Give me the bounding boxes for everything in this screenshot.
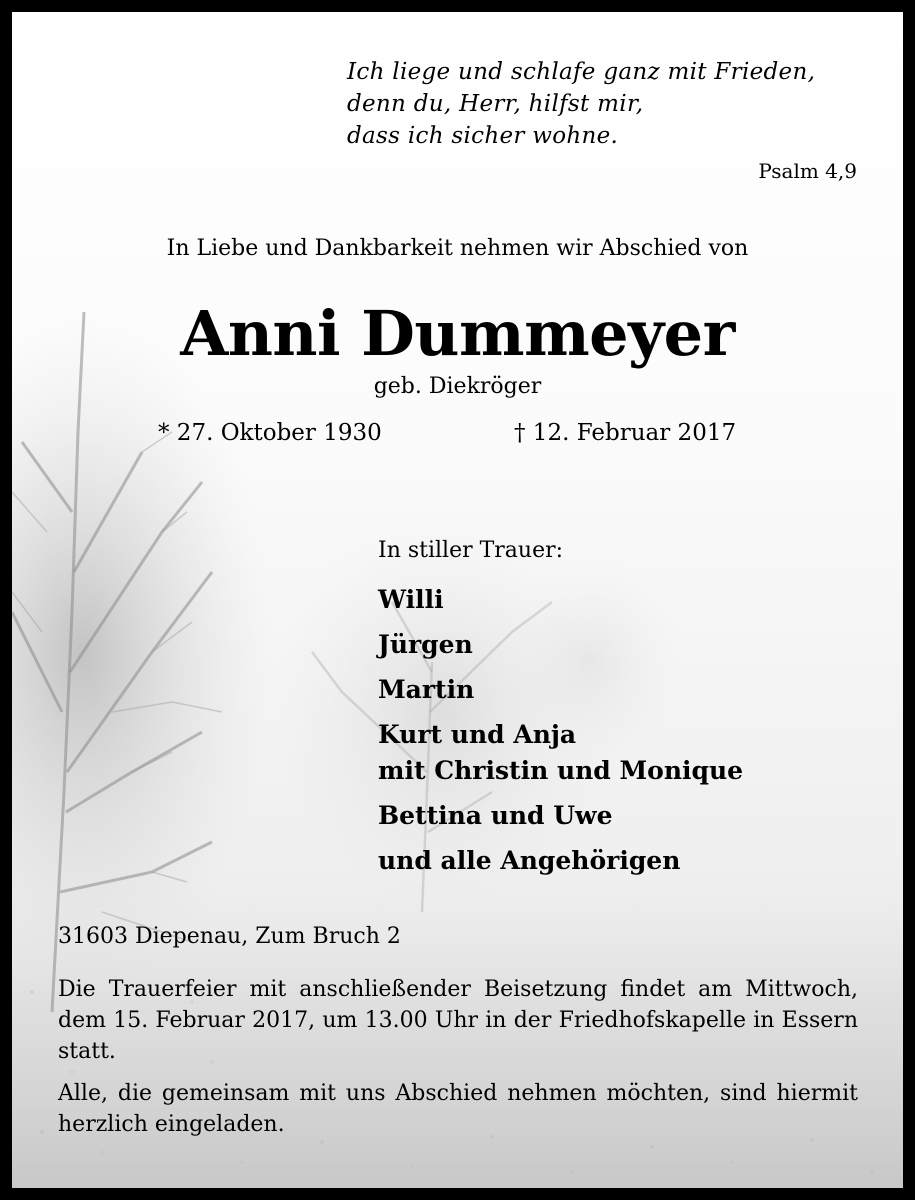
death-date: † 12. Februar 2017 xyxy=(514,420,737,446)
mourner-entry xyxy=(378,672,743,708)
mourner-name: und alle Angehörigen xyxy=(378,846,681,875)
mourner-entry xyxy=(378,627,743,663)
intro-text: In Liebe und Dankbarkeit nehmen wir Abschied von xyxy=(166,236,749,261)
mourner-entry xyxy=(378,843,743,879)
verse-reference: Psalm 4,9 xyxy=(758,159,857,183)
invitation-text: Alle, die gemeinsam mit uns Abschied nehmen möchten, sind hiermit herzlich eingeladen. xyxy=(58,1081,858,1137)
mourner-entry xyxy=(378,798,743,834)
verse-line: denn du, Herr, hilfst mir, xyxy=(347,91,644,117)
verse-line: Ich liege und schlafe ganz mit Frieden, xyxy=(347,59,816,85)
birth-date: * 27. Oktober 1930 xyxy=(158,420,382,446)
obituary-content xyxy=(12,12,903,1188)
mourner-entry xyxy=(378,582,743,618)
mourning-label: In stiller Trauer: xyxy=(378,538,564,563)
mourner-name: Kurt und Anja xyxy=(378,720,577,749)
mourner-name: Jürgen xyxy=(378,630,473,659)
maiden-name: geb. Diekröger xyxy=(373,374,542,399)
mourner-name: Bettina und Uwe xyxy=(378,801,613,830)
family-address: 31603 Diepenau, Zum Bruch 2 xyxy=(58,924,401,949)
verse-line: dass ich sicher wohne. xyxy=(347,123,619,149)
deceased-name: Anni Dummeyer xyxy=(180,297,735,370)
mourner-entry xyxy=(378,717,743,789)
funeral-details: Die Trauerfeier mit anschließender Beisetzung findet am Mittwoch, dem 15. Februar 2017, um 13.00 Uhr in der Friedhofskapelle in Essern statt. xyxy=(58,977,858,1064)
mourner-name: Willi xyxy=(378,585,444,614)
mourners-list xyxy=(378,582,743,888)
mourner-name: Martin xyxy=(378,675,475,704)
mourner-name-continued: mit Christin und Monique xyxy=(378,756,744,785)
bible-verse xyxy=(347,56,867,152)
